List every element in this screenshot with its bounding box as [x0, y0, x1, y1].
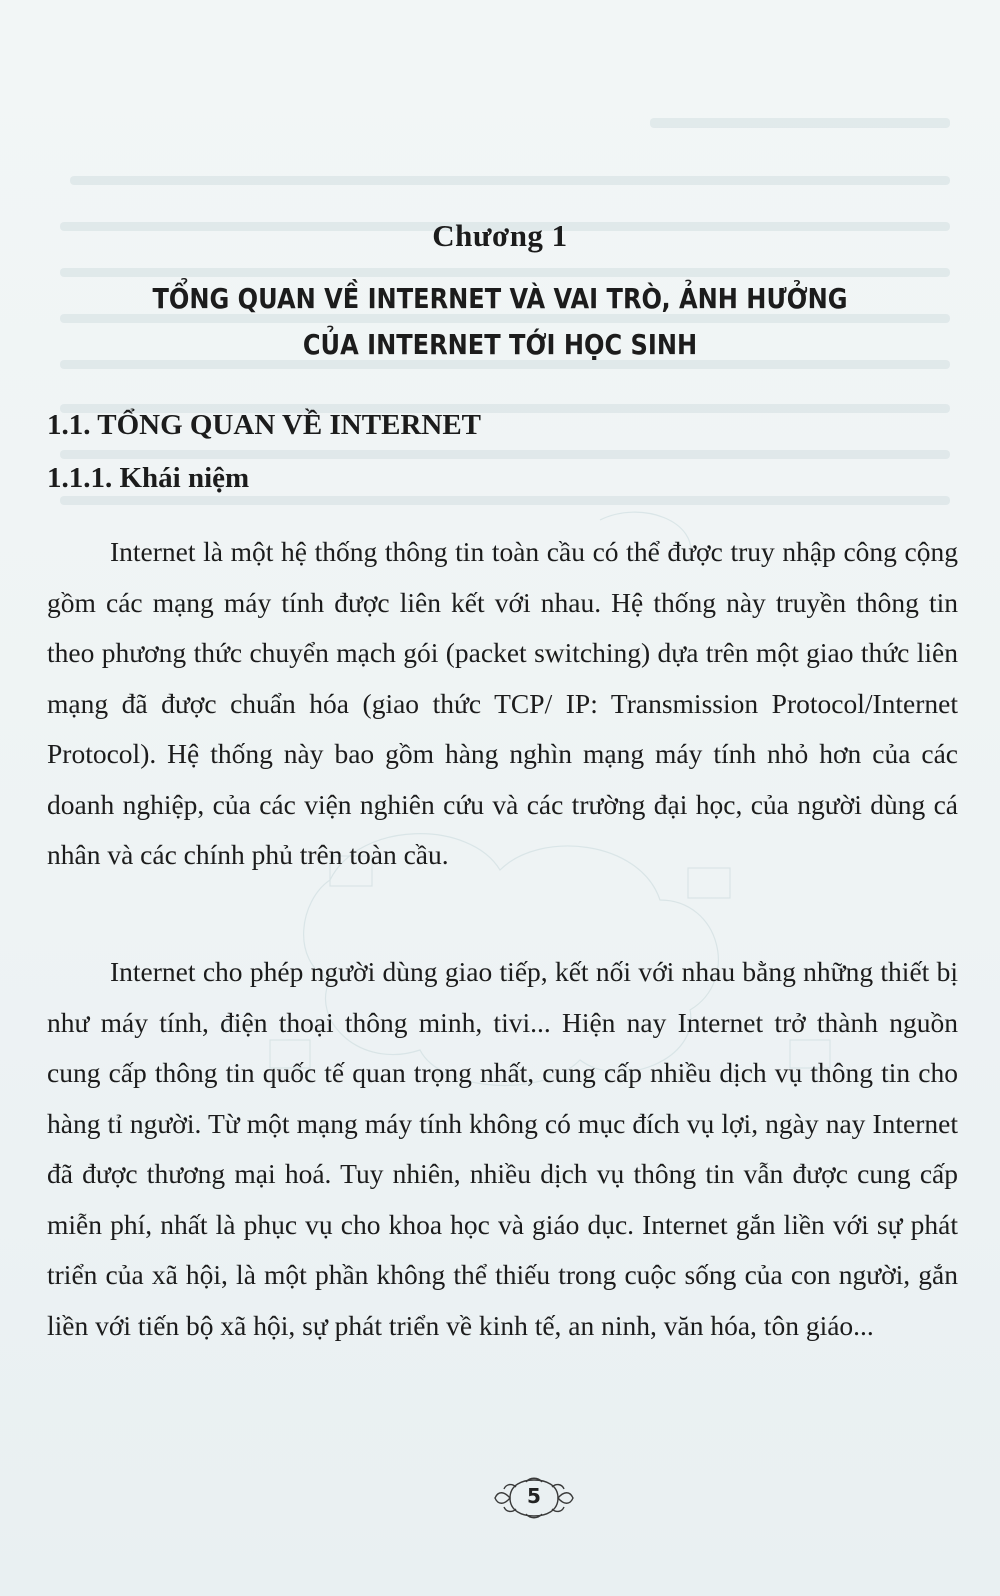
page-number: 5 [527, 1484, 541, 1508]
page-number-ornament [490, 1475, 578, 1521]
chapter-title-line-1: TỔNG QUAN VỀ INTERNET VÀ VAI TRÒ, ẢNH HƯỞNG [152, 282, 848, 315]
paragraph-role: Internet cho phép người dùng giao tiếp, kết nối với nhau bằng những thiết bị như máy tính, điện thoại thông minh, tivi... Hiện nay Internet trở thành nguồn cung cấp thông tin quốc tế quan trọng nhất, cung cấp nhiều dịch vụ thông tin cho hàng tỉ người. Từ một mạng máy tính không có mục đích vụ lợi, ngày nay Internet đã được thương mại hoá. Tuy nhiên, nhiều dịch vụ thông tin vẫn được cung cấp miễn phí, nhất là phục vụ cho khoa học và giáo dục. Internet gắn liền với sự phát triển của xã hội, là một phần không thể thiếu trong cuộc sống của con người, gắn liền với tiến bộ xã hội, sự phát triển về kinh tế, an ninh, văn hóa, tôn giáo... [47, 956, 958, 1341]
section-heading: 1.1. TỔNG QUAN VỀ INTERNET [47, 409, 482, 441]
chapter-title-line-2: CỦA INTERNET TỚI HỌC SINH [302, 328, 698, 361]
subsection-heading: 1.1.1. Khái niệm [47, 462, 250, 494]
paragraph-definition: Internet là một hệ thống thông tin toàn cầu có thể được truy nhập công cộng gồm các mạng máy tính được liên kết với nhau. Hệ thống này truyền thông tin theo phương thức chuyển mạch gói (packet switching) dựa trên một giao thức liên mạng đã được chuẩn hóa (giao thức TCP/ IP: Transmission Protocol/Internet Protocol). Hệ thống này bao gồm hàng nghìn mạng máy tính nhỏ hơn của các doanh nghiệp, của các viện nghiên cứu và các trường đại học, của người dùng cá nhân và các chính phủ trên toàn cầu. [47, 536, 958, 870]
chapter-number: Chương 1 [432, 218, 568, 253]
chapter-title [70, 276, 930, 368]
